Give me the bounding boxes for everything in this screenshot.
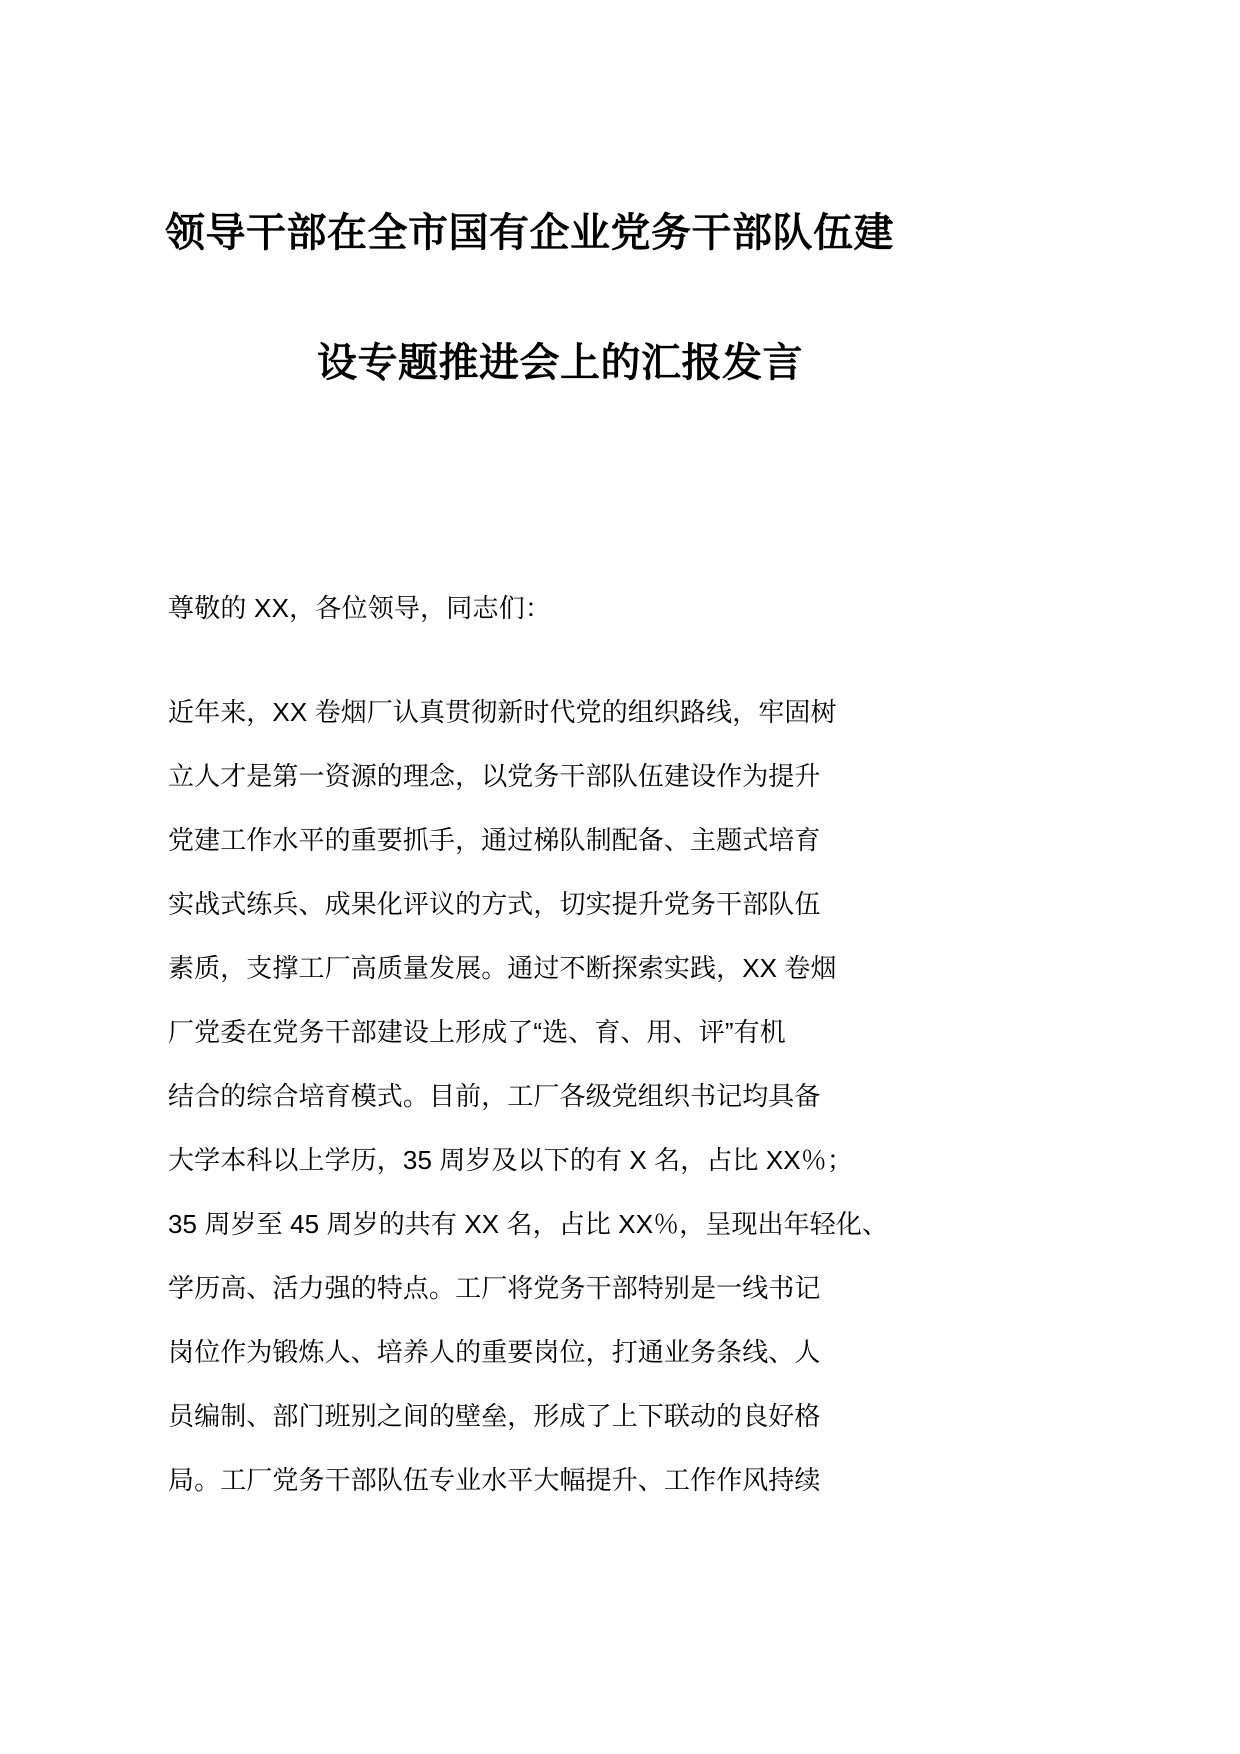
body-paragraph-1 — [168, 640, 952, 1512]
paragraph-line: 立人才是第一资源的理念，以党务干部队伍建设作为提升 — [168, 761, 821, 791]
paragraph-line: 素质，支撑工厂高质量发展。通过不断探索实践，XX 卷烟 — [168, 953, 837, 983]
paragraph-line: 大学本科以上学历，35 周岁及以下的有 X 名，占比 XX％； — [168, 1145, 853, 1175]
paragraph-line: 员编制、部门班别之间的壁垒，形成了上下联动的良好格 — [168, 1401, 821, 1431]
title-line-2: 设专题推进会上的汇报发言 — [317, 341, 803, 385]
paragraph-line: 结合的综合培育模式。目前，工厂各级党组织书记均具备 — [168, 1081, 821, 1111]
title-line-1: 领导干部在全市国有企业党务干部队伍建 — [165, 211, 894, 255]
paragraph-line: 35 周岁至 45 周岁的共有 XX 名，占比 XX％，呈现出年轻化、 — [168, 1209, 889, 1239]
paragraph-line: 学历高、活力强的特点。工厂将党务干部特别是一线书记 — [168, 1273, 821, 1303]
paragraph-line: 岗位作为锻炼人、培养人的重要岗位，打通业务条线、人 — [168, 1337, 821, 1367]
paragraph-line: 厂党委在党务干部建设上形成了“选、育、用、评”有机 — [168, 1017, 786, 1047]
salutation: 尊敬的 XX，各位领导，同志们： — [168, 593, 552, 623]
page-title — [165, 0, 952, 428]
paragraph-line: 党建工作水平的重要抓手，通过梯队制配备、主题式培育 — [168, 825, 821, 855]
paragraph-line: 实战式练兵、成果化评议的方式，切实提升党务干部队伍 — [168, 889, 821, 919]
paragraph-line: 近年来，XX 卷烟厂认真贯彻新时代党的组织路线，牢固树 — [168, 697, 837, 727]
document-content — [165, 0, 952, 1512]
paragraph-line: 局。工厂党务干部队伍专业水平大幅提升、工作作风持续 — [168, 1465, 821, 1495]
